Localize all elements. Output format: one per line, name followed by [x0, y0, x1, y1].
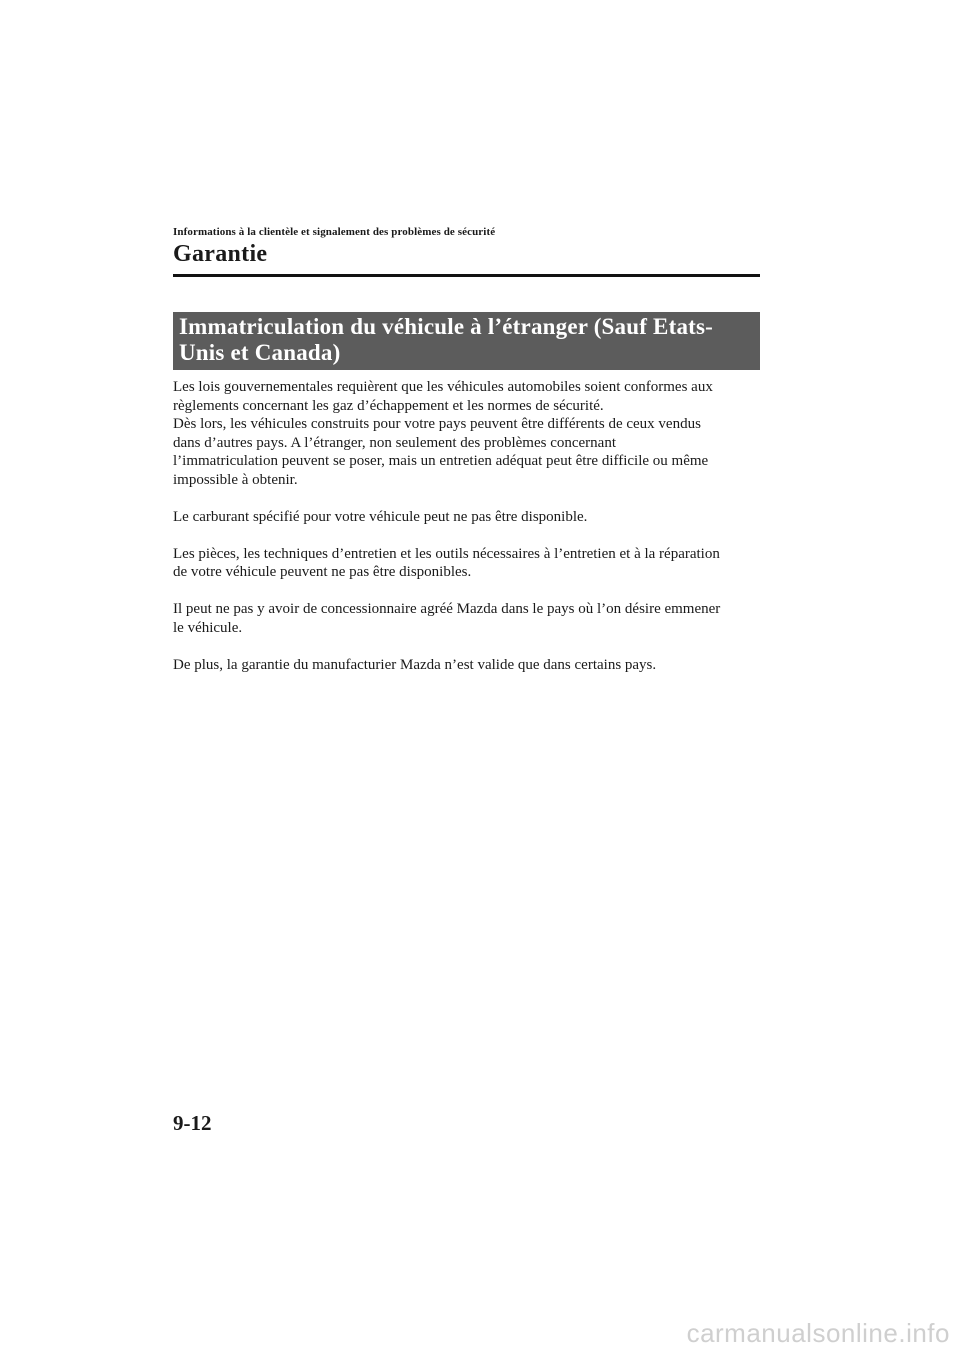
paragraph-registration-laws: Les lois gouvernementales requièrent que les véhicules automobiles soient conformes aux règlements concernant les gaz d’échappement et les normes de sécurité. Dès lors, les véhicules construits pour votre pays peuvent être différents de ceux vendus dans d’autres pays. A l’étranger, non seulement des problèmes concernant l’immatriculation peuvent se poser, mais un entretien adéquat peut être difficile ou même impossible à obtenir.: [173, 379, 713, 488]
watermark-text: carmanualsonline.info: [686, 1318, 950, 1348]
running-head: Informations à la clientèle et signalement des problèmes de sécurité: [173, 226, 496, 238]
paragraph-fuel: Le carburant spécifié pour votre véhicule peut ne pas être disponible.: [173, 508, 588, 525]
paragraph-warranty: De plus, la garantie du manufacturier Mazda n’est valide que dans certains pays.: [173, 656, 657, 673]
chapter-title: Garantie: [173, 241, 268, 267]
paragraph-dealer: Il peut ne pas y avoir de concessionnaire agréé Mazda dans le pays où l’on désire emmener le véhicule.: [173, 601, 721, 636]
paragraph-parts-tools: Les pièces, les techniques d’entretien et les outils nécessaires à l’entretien et à la réparation de votre véhicule peuvent ne pas être disponibles.: [173, 545, 720, 580]
title-divider: [173, 274, 760, 277]
body-text: [173, 378, 763, 693]
section-title: Immatriculation du véhicule à l’étranger (Sauf Etats-Unis et Canada): [179, 314, 714, 365]
page-number: 9-12: [173, 1111, 212, 1135]
section-banner: [173, 312, 760, 370]
